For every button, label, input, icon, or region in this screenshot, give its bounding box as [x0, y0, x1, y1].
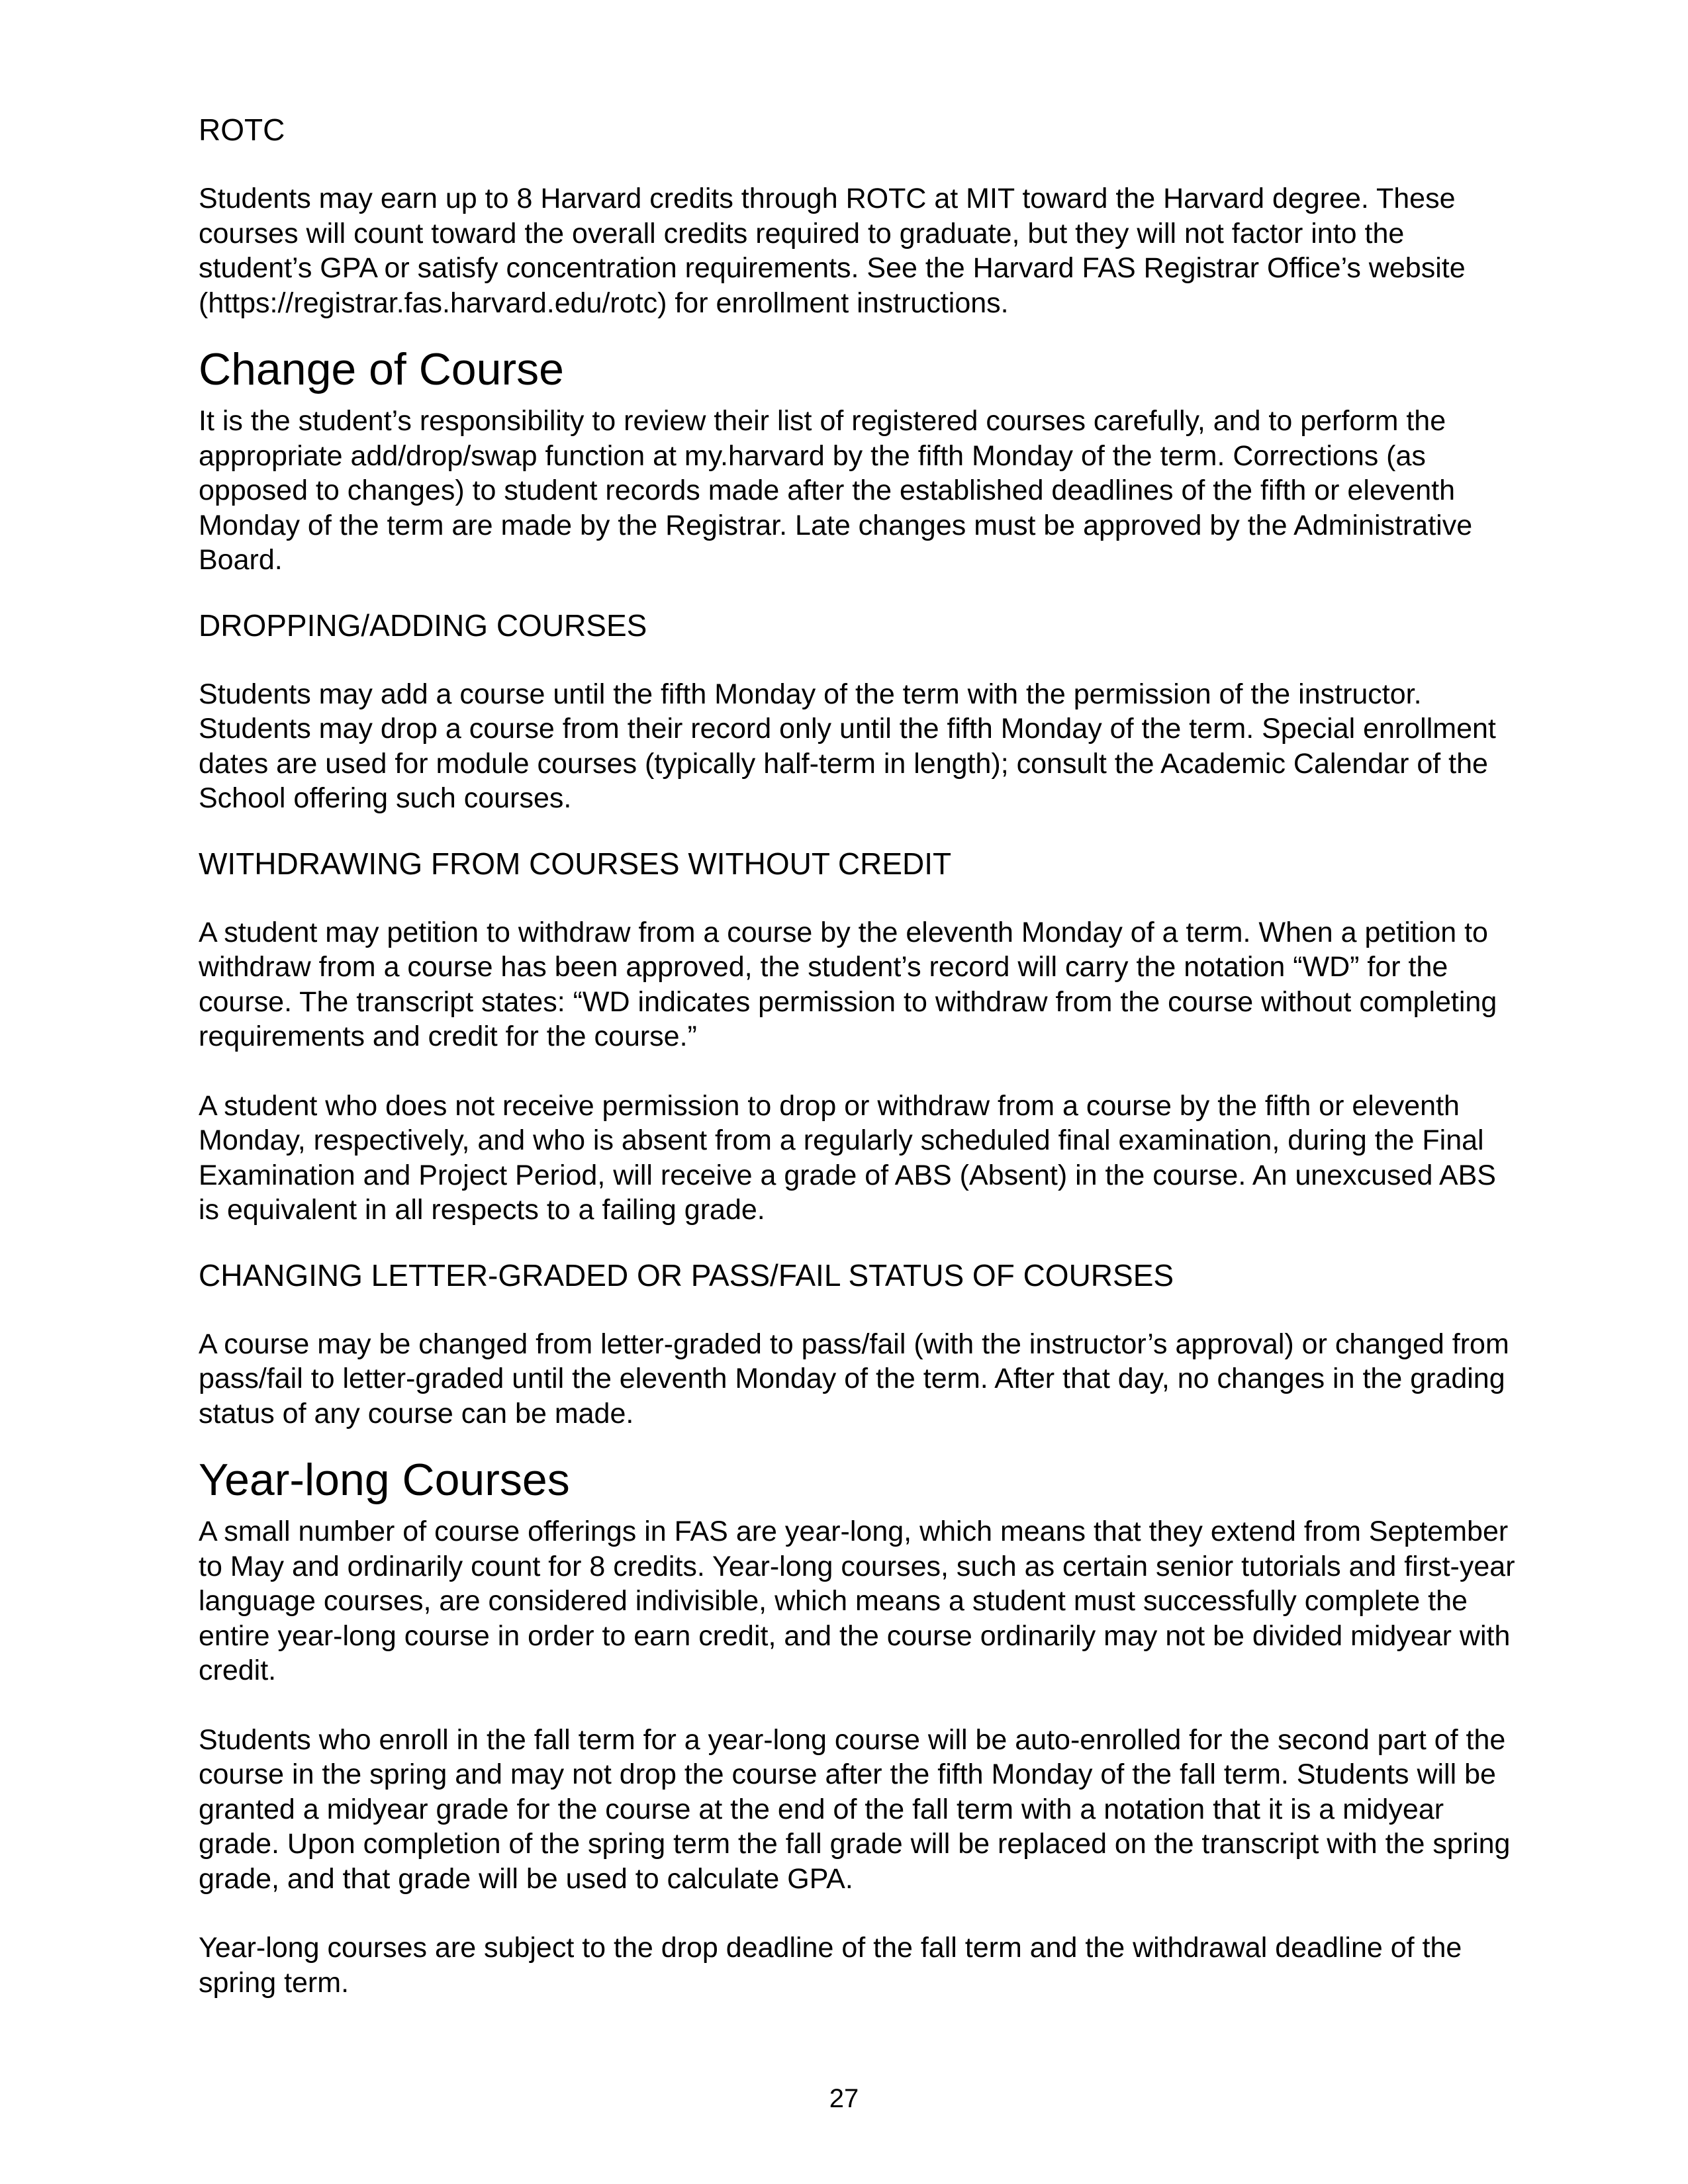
changing-status-heading: CHANGING LETTER-GRADED OR PASS/FAIL STATUS OF COURSES — [199, 1257, 1174, 1293]
withdrawing-paragraph-2: A student who does not receive permission to drop or withdraw from a course by the fifth or eleventh Monday, respectively, and who is absent from a regularly scheduled final examination, during the Final Examination and Project Period, will receive a grade of ABS (Absent) in the course. An unexcused ABS is equivalent in all respects to a failing grade. — [199, 1089, 1496, 1226]
change-of-course-title: Change of Course — [199, 344, 564, 394]
year-long-title: Year-long Courses — [199, 1455, 570, 1505]
withdrawing-paragraph-1: A student may petition to withdraw from a course by the eleventh Monday of a term. When a petition to withdraw from a course has been approved, the student’s record will carry the notation “WD” for the course. The transcript states: “WD indicates permission to withdraw from the course without completing requirements and credit for the course.” — [199, 916, 1497, 1052]
withdrawing-heading: WITHDRAWING FROM COURSES WITHOUT CREDIT — [199, 846, 952, 881]
rotc-paragraph: Students may earn up to 8 Harvard credits through ROTC at MIT toward the Harvard degree. These courses will count toward the overall credits required to graduate, but they will not factor into the student’s GPA or satisfy concentration requirements. See the Harvard FAS Registrar Office’s website (https://registrar.fas.harvard.edu/rotc) for enrollment instructions. — [199, 183, 1466, 319]
change-of-course-paragraph: It is the student’s responsibility to review their list of registered courses carefully, and to perform the appropriate add/drop/swap function at my.harvard by the fifth Monday of the term. Corrections (as opposed to changes) to student records made after the established deadlines of the fifth or eleventh Monday of the term are made by the Registrar. Late changes must be approved by the Administrative Board. — [199, 405, 1473, 576]
document-page — [199, 113, 1516, 2000]
page-number: 27 — [829, 2084, 859, 2113]
year-long-paragraph-2: Students who enroll in the fall term for a year-long course will be auto-enrolled for the second part of the course in the spring and may not drop the course after the fifth Monday of the fall term. Students will be granted a midyear grade for the course at the end of the fall term with a notation that it is a midyear grade. Upon completion of the spring term the fall grade will be replaced on the transcript with the spring grade, and that grade will be used to calculate GPA. — [199, 1723, 1511, 1895]
dropping-adding-paragraph: Students may add a course until the fifth Monday of the term with the permission of the instructor. Students may drop a course from their record only until the fifth Monday of the term. Special enrollment dates are used for module courses (typically half-term in length); consult the Academic Calendar of the School offering such courses. — [199, 678, 1496, 814]
changing-status-paragraph: A course may be changed from letter-graded to pass/fail (with the instructor’s approval) or changed from pass/fail to letter-graded until the eleventh Monday of the term. After that day, no changes in the grading status of any course can be made. — [199, 1328, 1509, 1430]
year-long-paragraph-3: Year-long courses are subject to the drop deadline of the fall term and the withdrawal deadline of the spring term. — [199, 1932, 1462, 1999]
rotc-heading: ROTC — [199, 113, 285, 147]
year-long-paragraph-1: A small number of course offerings in FAS are year-long, which means that they extend from September to May and ordinarily count for 8 credits. Year-long courses, such as certain senior tutorials and first-year language courses, are considered indivisible, which means a student must successfully complete the entire year-long course in order to earn credit, and the course ordinarily may not be divided midyear with credit. — [199, 1516, 1515, 1686]
dropping-adding-heading: DROPPING/ADDING COURSES — [199, 608, 647, 643]
